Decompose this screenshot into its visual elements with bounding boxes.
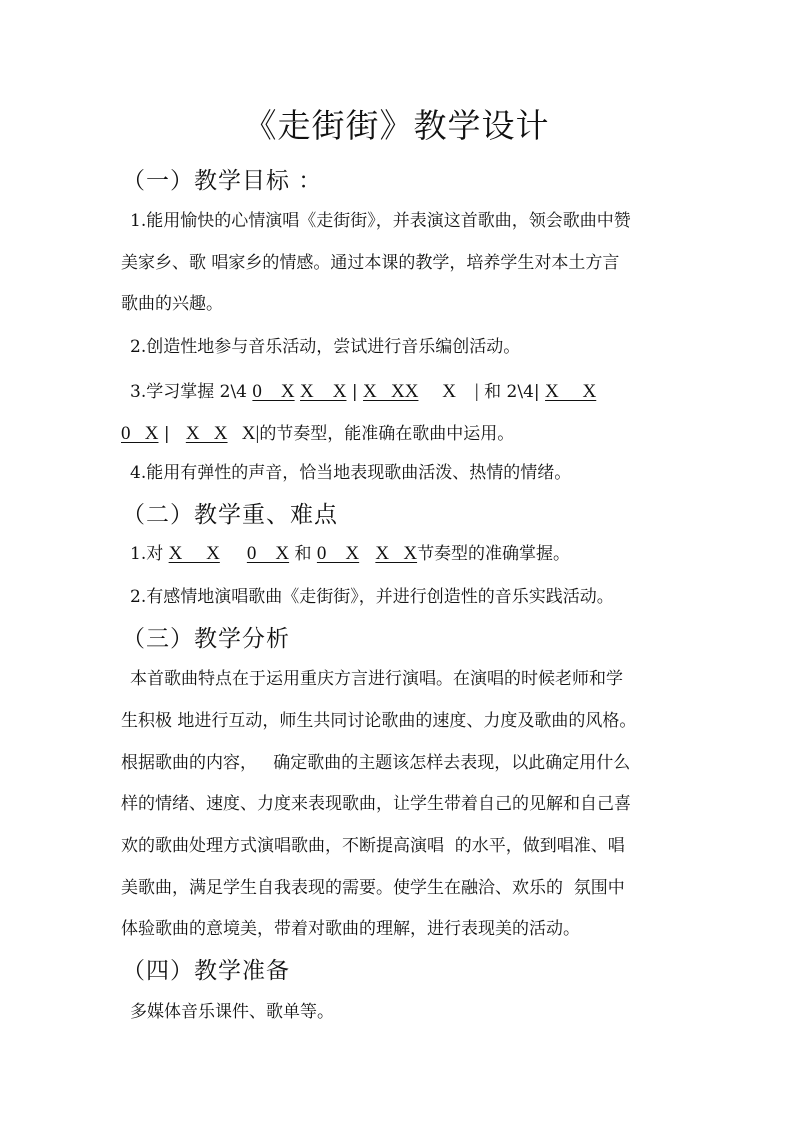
section-heading-key-points: （二）教学重、难点	[122, 502, 338, 528]
objective-3-lead: 3.学习掌握 2\4	[130, 382, 253, 402]
key-point-1-lead: 1.对	[130, 544, 169, 564]
objective-3-line-2	[121, 422, 514, 446]
rhythm-0-x: 0 X	[252, 381, 295, 402]
objective-2: 2.创造性地参与音乐活动，尝试进行音乐编创活动。	[130, 337, 521, 357]
rhythm-x-x: X X	[300, 381, 347, 402]
analysis-line-5: 欢的歌曲处理方式演唱歌曲，不断提高演唱 的水平，做到唱准、唱	[121, 836, 625, 856]
analysis-line-1: 本首歌曲特点在于运用重庆方言进行演唱。在演唱的时候老师和学	[130, 669, 623, 689]
objective-3-mid: 和 2\4|	[478, 382, 546, 402]
objective-3-line-1	[130, 380, 596, 404]
analysis-line-4: 样的情绪、速度、力度来表现歌曲，让学生带着自己的见解和自己喜	[121, 794, 631, 814]
analysis-line-6: 美歌曲，满足学生自我表现的需要。使学生在融洽、欢乐的 氛围中	[121, 878, 625, 898]
key-point-2: 2.有感情地演唱歌曲《走街街》，并进行创造性的音乐实践活动。	[130, 587, 614, 607]
rhythm-x-xx: X XX	[363, 381, 419, 402]
rhythm-x-bar-2: X|	[227, 423, 260, 444]
rhythm-kp-0-x-2: 0 X	[316, 543, 360, 564]
rhythm-0-x-2: 0 X	[121, 423, 159, 444]
objective-1-line-2: 美家乡、歌 唱家乡的情感。通过本课的教学，培养学生对本土方言	[121, 253, 620, 273]
analysis-line-7: 体验歌曲的意境美，带着对歌曲的理解，进行表现美的活动。	[121, 919, 580, 939]
preparation-text: 多媒体音乐课件、歌单等。	[130, 1002, 334, 1022]
bar-line: |	[346, 382, 364, 402]
rhythm-kp-x-x: X X	[168, 543, 220, 564]
analysis-line-2: 生积极 地进行互动，师生共同讨论歌曲的速度、力度及歌曲的风格。	[121, 711, 637, 731]
objective-1-line-3: 歌曲的兴趣。	[121, 294, 223, 314]
section-heading-analysis: （三）教学分析	[122, 626, 290, 652]
document-title: 《走街街》教学设计	[243, 106, 550, 145]
key-point-1	[130, 542, 570, 566]
objective-4: 4.能用有弹性的声音，恰当地表现歌曲活泼、热情的情绪。	[130, 463, 572, 483]
objective-1-line-1: 1.能用愉快的心情演唱《走街街》，并表演这首歌曲，领会歌曲中赞	[130, 211, 631, 231]
rhythm-kp-x-x-2: X X	[375, 543, 418, 564]
bar-line-2: |	[158, 424, 186, 444]
rhythm-x-bar: X |	[418, 381, 479, 402]
key-point-1-mid: 和	[289, 544, 317, 564]
section-heading-objectives: （一）教学目标 ：	[122, 168, 323, 194]
analysis-line-3: 根据歌曲的内容， 确定歌曲的主题该怎样去表现，以此确定用什么	[121, 753, 631, 773]
rhythm-x-x-2: X X	[545, 381, 597, 402]
rhythm-x-x-3: X X	[185, 423, 228, 444]
section-heading-preparation: （四）教学准备	[122, 958, 290, 984]
spacer	[220, 544, 247, 564]
objective-3-tail: 的节奏型，能准确在歌曲中运用。	[259, 424, 515, 444]
spacer-2	[359, 544, 375, 564]
key-point-1-tail: 节奏型的准确掌握。	[417, 544, 571, 564]
rhythm-kp-0-x: 0 X	[246, 543, 290, 564]
